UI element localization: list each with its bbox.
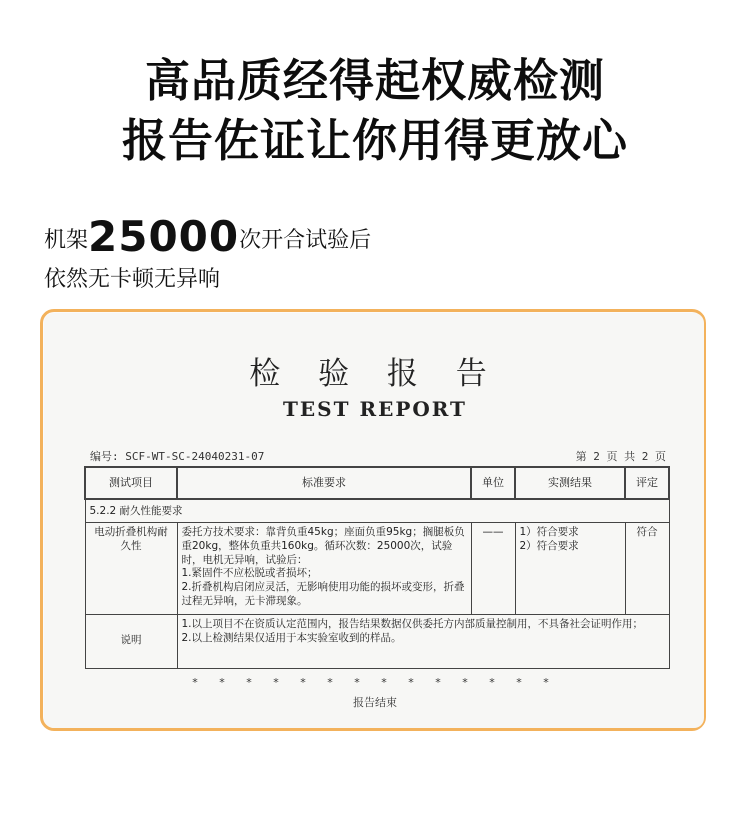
- report-table: [84, 466, 670, 669]
- report-stars-divider: * * * * * * * * * * * * * *: [192, 676, 558, 689]
- report-serial: 编号: SCF-WT-SC-24040231-07: [90, 450, 265, 463]
- item-result: 1）符合要求 2）符合要求: [515, 522, 625, 614]
- headline-line-1: 高品质经得起权威检测: [144, 54, 605, 107]
- header-verdict: 评定: [625, 467, 669, 499]
- item-verdict: 符合: [625, 522, 669, 614]
- item-name: 电动折叠机构耐久性: [85, 522, 177, 614]
- report-title-cn: 检 验 报 告: [249, 356, 501, 392]
- headline-line-2: 报告佐证让你用得更放心: [121, 114, 628, 167]
- section-title: 5.2.2 耐久性能要求: [85, 499, 669, 522]
- note-text: 1.以上项目不在资质认定范围内，报告结果数据仅供委托方内部质量控制用，不具备社会证明作用； 2.以上检测结果仅适用于本实验室收到的样品。: [177, 614, 669, 668]
- table-row: [85, 522, 669, 614]
- claim-suffix: 次开合试验后: [239, 228, 372, 253]
- item-unit: ——: [471, 522, 515, 614]
- note-row: [85, 614, 669, 668]
- cycle-count: 25000: [88, 212, 240, 261]
- claim-prefix: 机架: [44, 228, 89, 253]
- header-standard: 标准要求: [177, 467, 471, 499]
- item-requirement: 委托方技术要求：靠背负重45kg；座面负重95kg；搁腿板负重20kg，整体负重共160kg。循环次数：25000次，试验时，电机无异响，试验后： 1.紧固件不应松脱或者损坏； 2.折叠机构启闭应灵活，无影响使用功能的损坏或变形，折叠过程无异响，无卡滞现象。: [177, 522, 471, 614]
- section-row: [85, 499, 669, 522]
- report-end: 报告结束: [353, 696, 397, 709]
- note-label: 说明: [85, 614, 177, 668]
- header-result: 实测结果: [515, 467, 625, 499]
- durability-claim: [44, 212, 371, 261]
- table-header-row: [85, 467, 669, 499]
- report-title-en: TEST REPORT: [283, 397, 467, 421]
- report-page-number: 第 2 页 共 2 页: [575, 450, 666, 463]
- header-test-item: 测试项目: [85, 467, 177, 499]
- claim-line-2: 依然无卡顿无异响: [44, 267, 221, 292]
- header-unit: 单位: [471, 467, 515, 499]
